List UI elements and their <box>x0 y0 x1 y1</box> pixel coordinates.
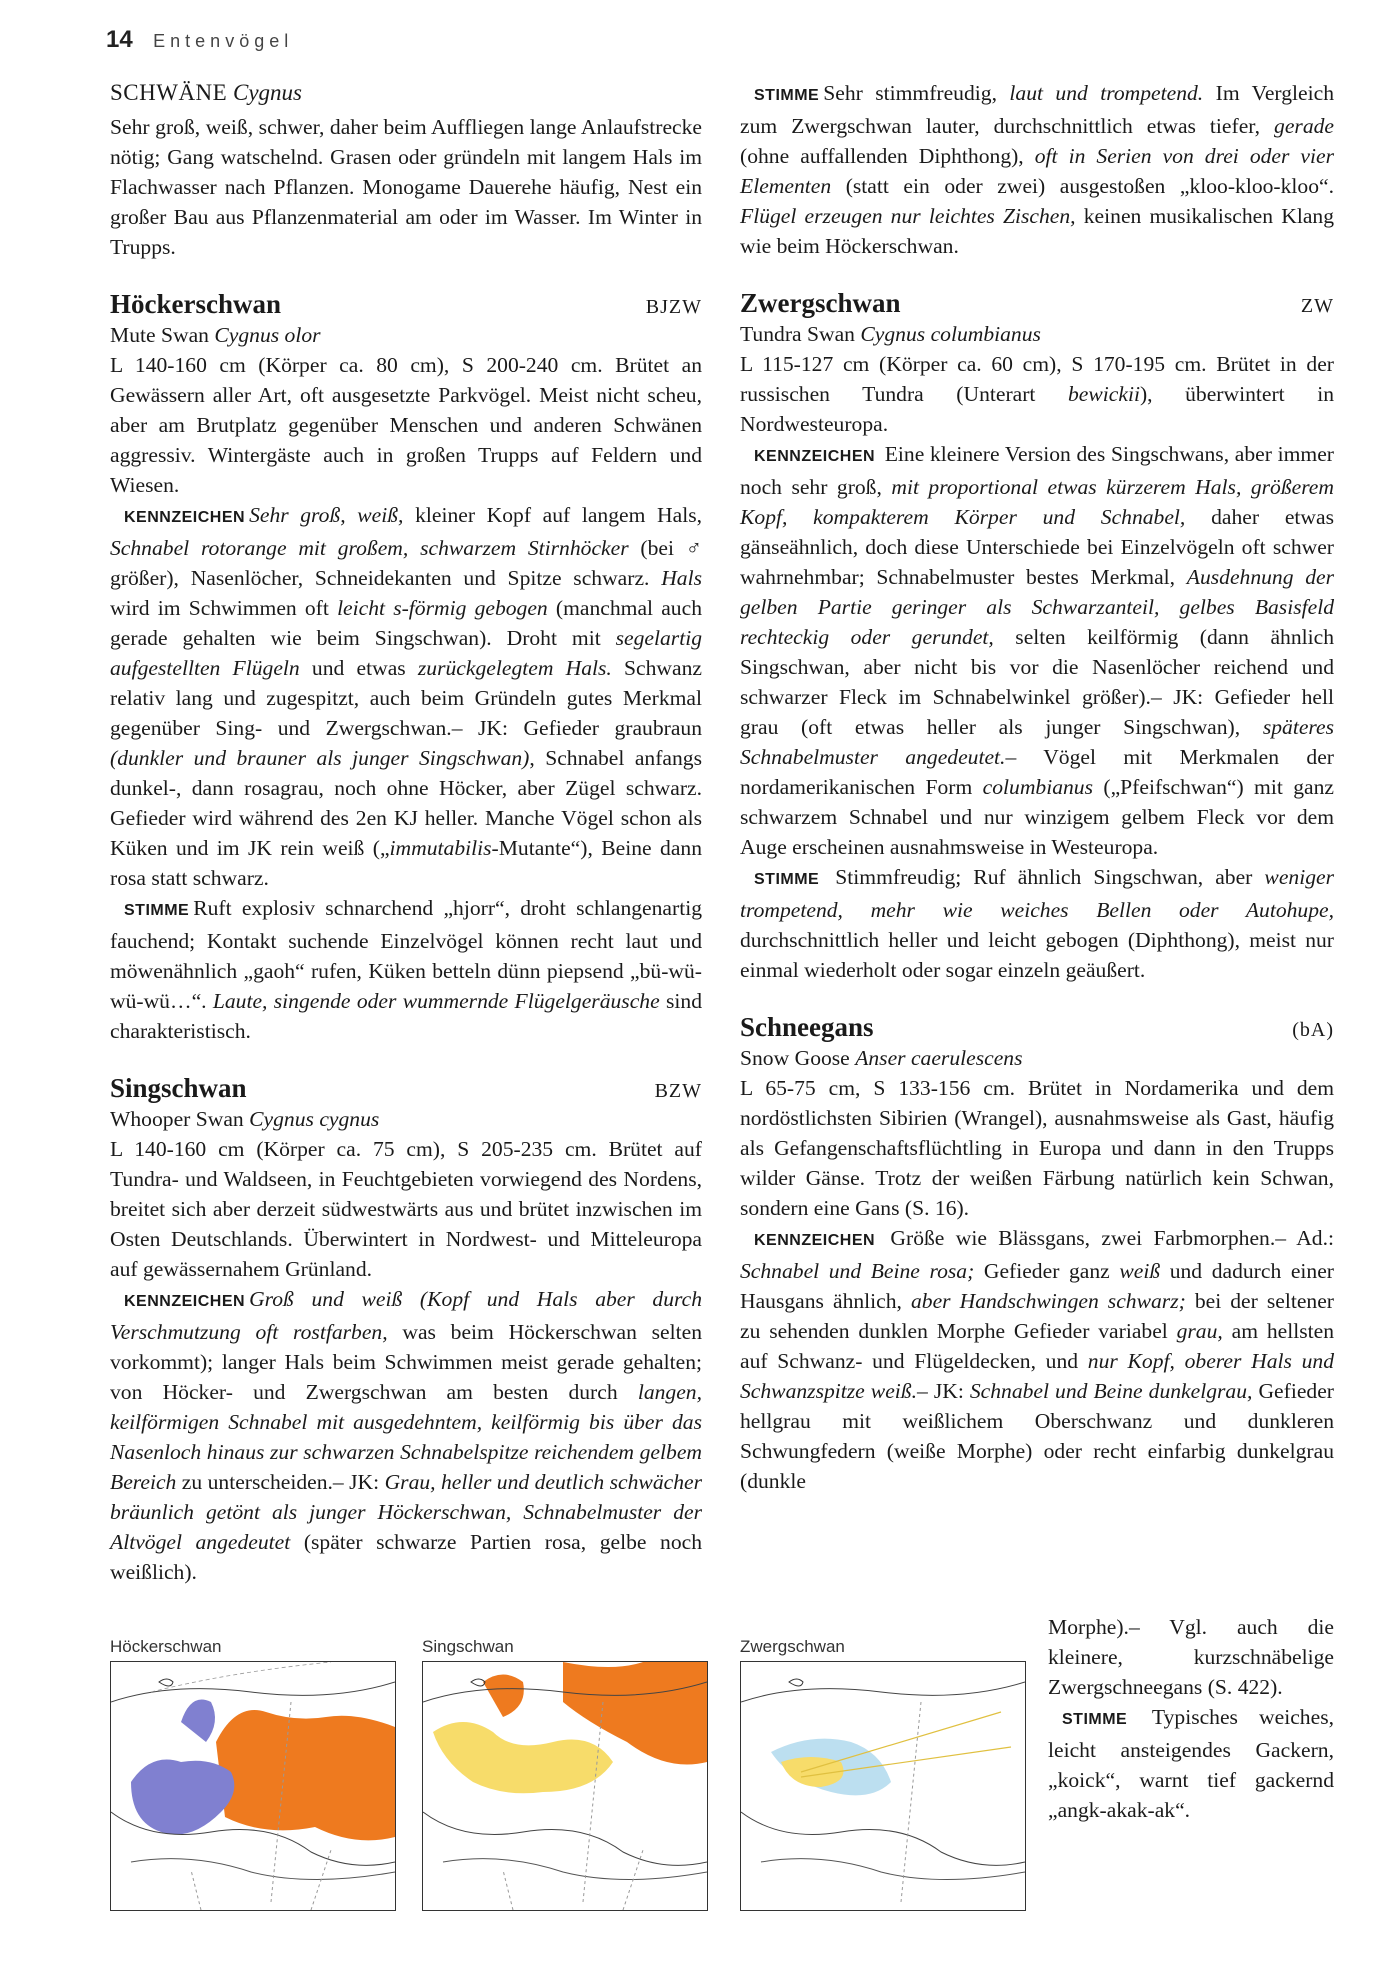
species-name: Schneegans <box>740 1012 874 1042</box>
left-column <box>110 78 702 1587</box>
kennzeichen-continued: Morphe).– Vgl. auch die kleinere, kurzschnäbelige Zwergschneegans (S. 422). <box>1048 1615 1334 1699</box>
status-code: BJZW <box>645 296 702 318</box>
english-name: Whooper Swan <box>110 1107 244 1131</box>
kennzeichen-label: KENNZEICHEN <box>124 1293 246 1310</box>
running-title: Entenvögel <box>153 31 294 51</box>
species-english-latin <box>110 1104 702 1134</box>
species-english-latin <box>110 320 702 350</box>
map-graphic <box>422 1661 708 1911</box>
latin-name: Cygnus olor <box>214 323 321 347</box>
kennzeichen-label: KENNZEICHEN <box>124 509 246 526</box>
kennzeichen-paragraph: KENNZEICHEN Groß und weiß (Kopf und Hals aber durch Verschmutzung oft rostfarben, was beim Höckerschwan selten vorkommt); langer Hals beim Schwimmen meist gerade gehalten; von Höcker- und Zwergschwan am besten durch langen, keilförmigen Schnabel mit ausgedehntem, keilförmig bis über das Nasenloch hinaus zur schwarzen Schnabelspitze reichendem gelbem Bereich zu unterscheiden.– JK: Grau, heller und deutlich schwächer bräunlich getönt als junger Höckerschwan, Schnabelmuster der Altvögel angedeutet (später schwarze Partien rosa, gelbe noch weißlich). <box>110 1287 702 1584</box>
latin-name: Anser caerulescens <box>855 1046 1023 1070</box>
species-name: Höckerschwan <box>110 289 281 319</box>
right-column <box>740 78 1334 1496</box>
page-number: 14 <box>106 26 133 53</box>
species-name: Singschwan <box>110 1073 247 1103</box>
map-singschwan <box>422 1637 708 1911</box>
map-caption: Zwergschwan <box>740 1637 845 1656</box>
species-schneegans <box>740 1011 1334 1496</box>
stimme-label: STIMME <box>754 871 820 888</box>
group-title: SCHWÄNE <box>110 80 228 105</box>
map-graphic <box>110 1661 396 1911</box>
status-code: (bA) <box>1292 1019 1334 1041</box>
status-code: BZW <box>654 1080 702 1102</box>
english-name: Tundra Swan <box>740 322 855 346</box>
species-description: L 65-75 cm, S 133-156 cm. Brütet in Nordamerika und dem nordöstlichsten Sibirien (Wrangel), ausnahmsweise als Gast, häufig als Gefangenschaftsflüchtling in Europa und dann in den Trupps wilder Gänse. Trotz der weißen Färbung natürlich kein Schwan, sondern eine Gans (S. 16). <box>740 1076 1334 1220</box>
species-hoeckerschwan <box>110 288 702 1046</box>
map-caption: Singschwan <box>422 1637 514 1656</box>
kennzeichen-label: KENNZEICHEN <box>754 1232 876 1249</box>
page-header <box>106 26 293 54</box>
kennzeichen-paragraph: KENNZEICHEN Sehr groß, weiß, kleiner Kopf auf langem Hals, Schnabel rotorange mit großem, schwarzem Stirnhöcker (bei ♂ größer), Nasenlöcher, Schneidekanten und Spitze schwarz. Hals wird im Schwimmen oft leicht s-förmig gebogen (manchmal auch gerade gehalten wie beim Singschwan). Droht mit segelartig aufgestellten Flügeln und etwas zurückgelegtem Hals. Schwanz relativ lang und zugespitzt, auch beim Gründeln gutes Merkmal gegenüber Sing- und Zwergschwan.– JK: Gefieder graubraun (dunkler und brauner als junger Singschwan), Schnabel anfangs dunkel-, dann rosagrau, noch ohne Höcker, aber Zügel schwarz. Gefieder wird während des 2en KJ heller. Manche Vögel schon als Küken und im JK rein weiß („immutabilis-Mutante“), Beine dann rosa statt schwarz. <box>110 503 703 890</box>
stimme-paragraph-singschwan: STIMME Sehr stimmfreudig, laut und trompetend. Im Vergleich zum Zwergschwan lauter, durchschnittlich etwas tiefer, gerade (ohne auffallenden Diphthong), oft in Serien von drei oder vier Elementen (statt ein oder zwei) ausgestoßen „kloo-kloo-kloo“. Flügel erzeugen nur leichtes Zischen, keinen musikalischen Klang wie beim Höckerschwan. <box>740 81 1335 258</box>
status-code: ZW <box>1300 295 1334 317</box>
map-caption: Höckerschwan <box>110 1637 222 1656</box>
group-intro-text: Sehr groß, weiß, schwer, daher beim Auffliegen lange Anlaufstrecke nötig; Gang watschelnd. Grasen oder gründeln mit langem Hals im Flachwasser nach Pflanzen. Monogame Dauerehe häufig, Nest ein großer Bau aus Pflanzenmaterial am oder im Wasser. Im Winter in Trupps. <box>110 115 702 259</box>
group-latin: Cygnus <box>232 80 302 105</box>
stimme-label: STIMME <box>754 87 820 104</box>
species-description: L 140-160 cm (Körper ca. 80 cm), S 200-240 cm. Brütet an Gewässern aller Art, oft ausgesetzte Parkvögel. Meist nicht scheu, aber am Brutplatz gegenüber Menschen und anderen Schwänen aggressiv. Wintergäste auch in großen Trupps auf Feldern und Wiesen. <box>110 353 702 497</box>
stimme-paragraph: STIMME Stimmfreudig; Ruf ähnlich Singschwan, aber weniger trompetend, mehr wie weiches Bellen oder Autohupe, durchschnittlich heller und leicht gebogen (Diphthong), meist nur einmal wiederholt oder sogar einzeln geäußert. <box>740 865 1334 982</box>
species-zwergschwan <box>740 287 1334 985</box>
species-english-latin <box>740 319 1334 349</box>
map-graphic <box>740 1661 1026 1911</box>
latin-name: Cygnus cygnus <box>249 1107 380 1131</box>
english-name: Snow Goose <box>740 1046 850 1070</box>
english-name: Mute Swan <box>110 323 209 347</box>
stimme-label: STIMME <box>124 902 190 919</box>
map-zwergschwan <box>740 1637 1026 1911</box>
latin-name: Cygnus columbianus <box>860 322 1041 346</box>
map-hoeckerschwan <box>110 1637 396 1911</box>
species-description: L 115-127 cm (Körper ca. 60 cm), S 170-195 cm. Brütet in der russischen Tundra (Unterart bewickii), überwintert in Nordwesteuropa. <box>740 352 1335 436</box>
stimme-paragraph: STIMME Typisches weiches, leicht ansteigendes Gackern, „koick“, warnt tief gackernd „angk-akak-ak“. <box>1048 1705 1334 1822</box>
stimme-paragraph: STIMME Ruft explosiv schnarchend „hjorr“, droht schlangenartig fauchend; Kontakt suchende Einzelvögel können recht laut und möwenähnlich „gaoh“ rufen, Küken betteln dünn piepsend „bü-wü-wü-wü…“. Laute, singende oder wummernde Flügelgeräusche sind charakteristisch. <box>110 896 702 1043</box>
species-english-latin <box>740 1043 1334 1073</box>
kennzeichen-paragraph: KENNZEICHEN Eine kleinere Version des Singschwans, aber immer noch sehr groß, mit proportional etwas kürzerem Hals, größerem Kopf, kompakterem Körper und Schnabel, daher etwas gänseähnlich, doch diese Unterschiede bei Einzelvögeln oft schwer wahrnehmbar; Schnabelmuster bestes Merkmal, Ausdehnung der gelben Partie geringer als Schwarzanteil, gelbes Basisfeld rechteckig oder gerundet, selten keilförmig (dann ähnlich Singschwan, aber nicht bis vor die Nasenlöcher reichend und schwarzer Fleck im Schnabelwinkel größer).– JK: Gefieder hell grau (oft etwas heller als junger Singschwan), späteres Schnabelmuster angedeutet.– Vögel mit Merkmalen der nordamerikanischen Form columbianus („Pfeifschwan“) mit ganz schwarzem Schnabel und nur winzigem gelbem Fleck vor dem Auge erscheinen ausnahmsweise in Westeuropa. <box>740 442 1334 859</box>
kennzeichen-label: KENNZEICHEN <box>754 448 876 465</box>
species-name: Zwergschwan <box>740 288 901 318</box>
schneegans-continued <box>1048 1612 1334 1825</box>
species-description: L 140-160 cm (Körper ca. 75 cm), S 205-235 cm. Brütet auf Tundra- und Waldseen, in Feuchtgebieten vorwiegend des Nordens, breitet sich aber derzeit südwestwärts aus und brütet inzwischen im Osten Deutschlands. Überwintert in Nordwest- und Mitteleuropa auf gewässernahem Grünland. <box>110 1137 702 1281</box>
kennzeichen-paragraph: KENNZEICHEN Größe wie Blässgans, zwei Farbmorphen.– Ad.: Schnabel und Beine rosa; Gefieder ganz weiß und dadurch einer Hausgans ähnlich, aber Handschwingen schwarz; bei der seltener zu sehenden dunklen Morphe Gefieder variabel grau, am hellsten auf Schwanz- und Flügeldecken, und nur Kopf, oberer Hals und Schwanzspitze weiß.– JK: Schnabel und Beine dunkelgrau, Gefieder hellgrau mit weißlichem Oberschwanz und dunkleren Schwungfedern (weiße Morphe) oder recht einfarbig dunkelgrau (dunkle <box>740 1226 1335 1493</box>
group-heading <box>110 78 702 108</box>
stimme-label: STIMME <box>1062 1711 1128 1728</box>
species-singschwan <box>110 1072 702 1587</box>
